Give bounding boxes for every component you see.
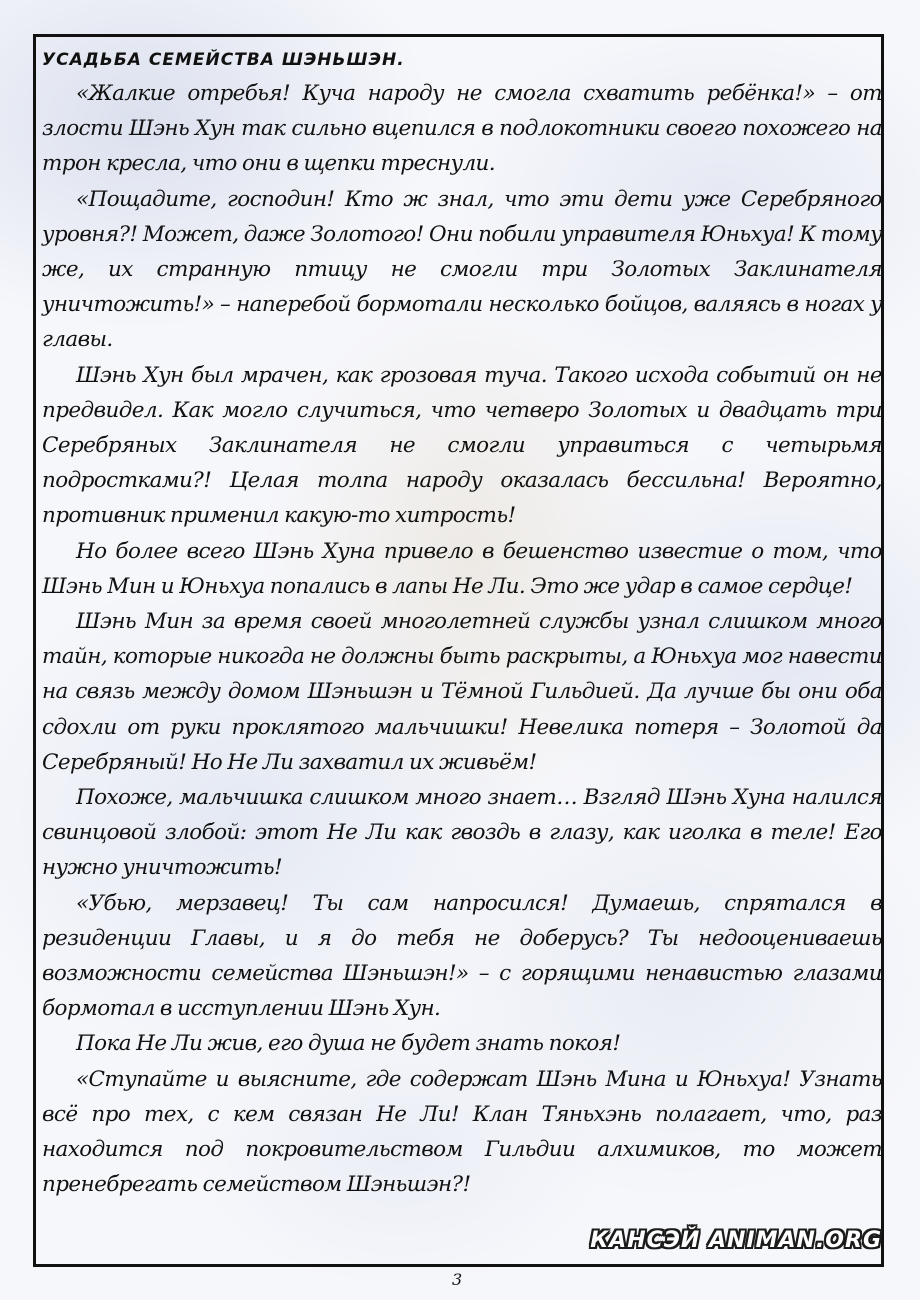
paragraph-8: Пока Не Ли жив, его душа не будет знать покоя! xyxy=(76,1031,621,1057)
paragraph-7: «Убью, мерзавец! Ты сам напросился! Думаешь, спрятался в резиденции Главы, и я до тебя не доберусь? Ты недооцениваешь возможности семейства Шэньшэн!» – с горящими ненавистью глазами бормотал в исступлении Шэнь Хун. xyxy=(42,890,882,1022)
translator-credit: КАНСЭЙ ANIMAN.ORG xyxy=(590,1228,882,1253)
text-block xyxy=(42,48,882,1203)
paragraph-5: Шэнь Мин за время своей многолетней службы узнал слишком много тайн, которые никогда не должны быть раскрыты, а Юньхуа мог навести на связь между домом Шэньшэн и Тёмной Гильдией. Да лучше бы они оба сдохли от руки проклятого мальчишки! Невелика потеря – Золотой да Серебряный! Но Не Ли захватил их живьём! xyxy=(42,609,882,775)
paragraph-2: «Пощадите, господин! Кто ж знал, что эти дети уже Серебряного уровня?! Может, даже Золотого! Они побили управителя Юньхуа! К тому же, их странную птицу не смогли три Золотых Заклинателя уничтожить!» – наперебой бормотали несколько бойцов, валяясь в ногах у главы. xyxy=(42,186,882,353)
paragraph-9: «Ступайте и выясните, где содержат Шэнь Мина и Юньхуа! Узнать всё про тех, с кем связан Не Ли! Клан Тяньхэнь полагает, что, раз находится под покровительством Гильдии алхимиков, то может пренебрегать семейством Шэньшэн?! xyxy=(42,1066,882,1198)
page-number: 3 xyxy=(452,1270,463,1289)
paragraph-6: Похоже, мальчишка слишком много знает… Взгляд Шэнь Хуна налился свинцовой злобой: этот Не Ли как гвоздь в глазу, как иголка в теле! Его нужно уничтожить! xyxy=(42,785,882,881)
paragraph-4: Но более всего Шэнь Хуна привело в бешенство известие о том, что Шэнь Мин и Юньхуа попались в лапы Не Ли. Это же удар в самое сердце! xyxy=(42,538,882,599)
paragraph-1: «Жалкие отребья! Куча народу не смогла схватить ребёнка!» – от злости Шэнь Хун так сильно вцепился в подлокотники своего похожего на трон кресла, что они в щепки треснули. xyxy=(42,81,882,177)
paragraph-3: Шэнь Хун был мрачен, как грозовая туча. Такого исхода событий он не предвидел. Как могло случиться, что четверо Золотых и двадцать три Серебряных Заклинателя не смогли управиться с четырьмя подростками?! Целая толпа народу оказалась бессильна! Вероятно, противник применил какую-то хитрость! xyxy=(42,362,882,529)
chapter-heading: УСАДЬБА СЕМЕЙСТВА ШЭНЬШЭН. xyxy=(42,50,405,70)
